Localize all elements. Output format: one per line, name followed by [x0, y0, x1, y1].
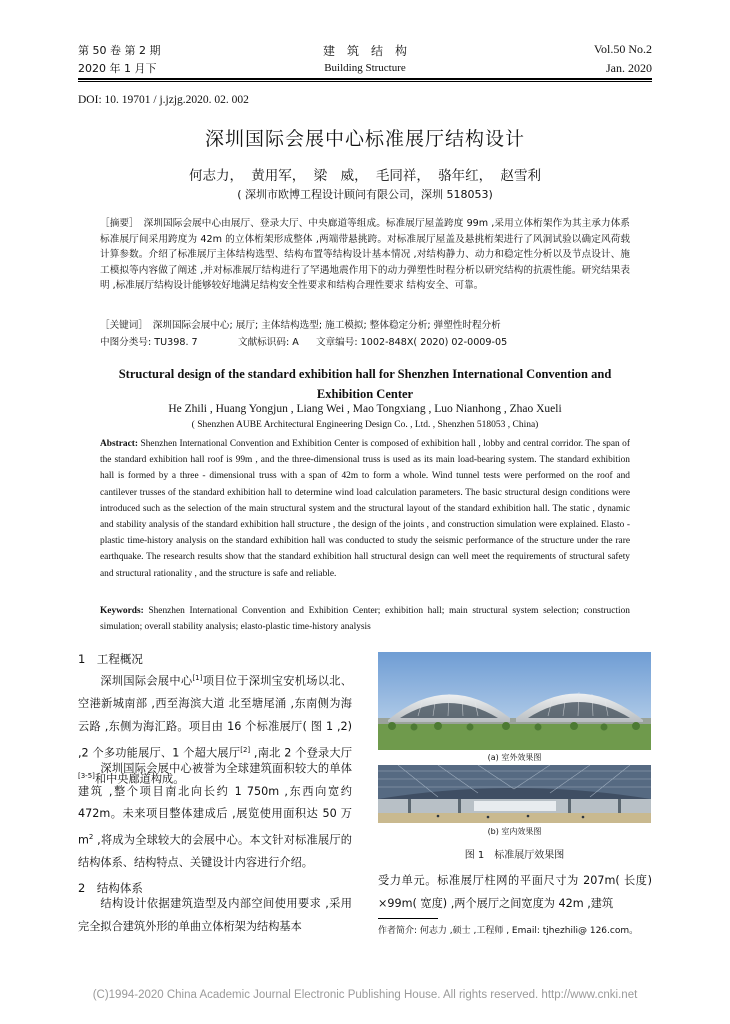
figure-caption-b: (b) 室内效果图	[487, 827, 542, 836]
section-2-heading: 2 结构体系	[78, 881, 143, 895]
affiliation-cn: ( 深圳市欧博工程设计顾问有限公司，深圳 518053)	[237, 188, 493, 201]
figure-1-caption: 图 1 标准展厅效果图	[464, 850, 565, 861]
date-en: Jan. 2020	[606, 61, 652, 75]
affiliation-en: ( Shenzhen AUBE Architectural Engineering Design Co. , Ltd. , Shenzhen 518053 , China)	[191, 420, 539, 430]
volume-en: Vol.50 No.2	[593, 42, 652, 56]
section-2-paragraph-1: 结构设计依据建筑造型及内部空间使用要求 ,采用完全拟合建筑外形的单曲立体桁架为结构基本	[78, 897, 352, 933]
abstract-en-text: Shenzhen International Convention and Exhibition Center is composed of exhibition hall , lobby and central corridor. The span of the standard exhibition hall roof is 99m , and the three-dimensional truss is used as its main load-bearing system. The standard exhibition hall is formed by a three - dimensional truss with a span of 42m to form a whole. Wind tunnel tests were performed on the roof and cantilever trusses of the standard exhibition hall to determine wind load calculation parameters. The basic structural design conditions were introduced such as the selection of the main structural system and the structural layout of the standard exhibition hall. The static , dynamic and stability analysis of the standard exhibition hall structure , the design of the joints , and construction simulation were explained. Elasto - plastic time-history analysis on the standard exhibition hall was conducted to study the seismic performance of the structure under the rare earthquake. The research results show that the standard exhibition hall structural design can well meet the requirements of structural safety and structural rationality , and the structure is safe and reliable.	[100, 439, 630, 579]
s1p1-text-b: 项目位于深圳宝安机场以北、空港新城南部 ,西至海滨大道 北至塘尾涌 ,东南侧为海云路 ,东侧为海汇路。项目由 16 个标准展厅( 图 1 ,2) ,2 个多功能展厅、1 个超大展厅	[78, 674, 352, 760]
header-rule-bottom	[78, 81, 652, 82]
s1p2-sup: 2	[88, 832, 94, 841]
doi: DOI: 10. 19701 / j.jzjg.2020. 02. 002	[78, 94, 249, 106]
abstract-en-label: Abstract:	[100, 439, 139, 449]
interior-render-image	[378, 765, 651, 823]
authors-cn: 何志力， 黄用军， 梁 威， 毛同祥， 骆年红， 赵雪利	[189, 168, 541, 184]
citation-1[interactable]: [1]	[192, 674, 203, 682]
abstract-cn: ［摘要］ 深圳国际会展中心由展厅、登录大厅、中央廊道等组成。标准展厅屋盖跨度 99m ,采用立体桁架作为其主承力体系 标准展厅间采用跨度为 42m 的立体桁架形成整体 ,两端带悬挑跨。对标准展厅屋盖及悬挑桁架进行了风洞试验以确定风荷载计算参数。介绍了标准展厅主体结构选型、结构布置等结构设计基本情况 ,对结构静力、动力和稳定性分析以及节点设计、施工模拟等内容做了阐述 ,并对标准展厅结构进行了罕遇地震作用下的动力弹塑性时程分析以研究结构的抗震性能。研究结果表明 ,标准展厅结构设计能够较好地满足结构安全性要求和结构合理性要求 结构安全、可靠。	[100, 218, 630, 292]
figure-interior-render	[378, 765, 651, 823]
footnote-rule	[378, 918, 438, 919]
keywords-cn: ［关键词］ 深圳国际会展中心; 展厅; 主体结构选型; 施工模拟; 整体稳定分析; 弹塑性时程分析	[100, 320, 501, 331]
s1p1-text-c: ,南北 2 个登录大厅	[250, 746, 353, 760]
title-en: Structural design of the standard exhibition hall for Shenzhen International Convention and Exhibition Center	[118, 367, 612, 401]
journal-name-en: Building Structure	[324, 62, 406, 74]
s1p1-text-d: 和中央廊道构成。	[94, 772, 185, 786]
class-number: 中图分类号: TU398. 7	[100, 337, 198, 348]
section-1-paragraph-2	[78, 758, 352, 875]
date-cn: 2020 年 1 月下	[78, 62, 157, 75]
section-1-heading: 1 工程概况	[78, 652, 143, 666]
keywords-en-label: Keywords:	[100, 606, 144, 616]
keywords-en	[100, 603, 630, 635]
volume-cn: 第 50 卷 第 2 期	[78, 44, 161, 57]
figure-exterior-render	[378, 652, 651, 750]
copyright-footer: (C)1994-2020 China Academic Journal Electronic Publishing House. All rights reserved. http://www.cnki.net	[92, 989, 638, 1001]
s1p1-text-a: 深圳国际会展中心	[100, 674, 193, 688]
title-cn: 深圳国际会展中心标准展厅结构设计	[204, 128, 525, 150]
citation-3-5[interactable]: [3-5]	[78, 771, 95, 780]
figure-caption-a: (a) 室外效果图	[487, 753, 542, 762]
article-number: 文章编号: 1002-848X( 2020) 02-0009-05	[316, 337, 508, 348]
s1p2-text-b: ,将成为全球较大的会展中心。本文针对标准展厅的结构体系、结构特点、关键设计内容进行介绍。	[78, 833, 352, 870]
author-footnote: 作者简介: 何志力 ,硕士 ,工程师 , Email: tjhezhili@ 126.com。	[378, 926, 639, 936]
section-2-paragraph-1-continued: 受力单元。标准展厅柱网的平面尺寸为 207m( 长度) ×99m( 宽度) ,两个展厅之间宽度为 42m ,建筑	[378, 874, 652, 910]
citation-2[interactable]: [2]	[240, 745, 251, 754]
authors-en: He Zhili , Huang Yongjun , Liang Wei , Mao Tongxiang , Luo Nianhong , Zhao Xueli	[168, 403, 562, 415]
keywords-en-text: Shenzhen International Convention and Exhibition Center; exhibition hall; main structural system selection; construction simulation; overall stability analysis; elasto-plastic time-history analysis	[100, 606, 630, 633]
exterior-render-image	[378, 652, 651, 750]
header-rule-top	[78, 78, 652, 80]
abstract-en	[100, 436, 630, 582]
journal-name-cn: 建 筑 结 构	[322, 44, 407, 58]
document-code: 文献标识码: A	[238, 337, 299, 348]
s1p2-text-a: 深圳国际会展中心被誉为全球建筑面积较大的单体建筑 ,整个项目南北向长约 1 750m ,东西向宽约 472m。未来项目整体建成后 ,展览使用面积达 50 万 m	[78, 762, 352, 847]
